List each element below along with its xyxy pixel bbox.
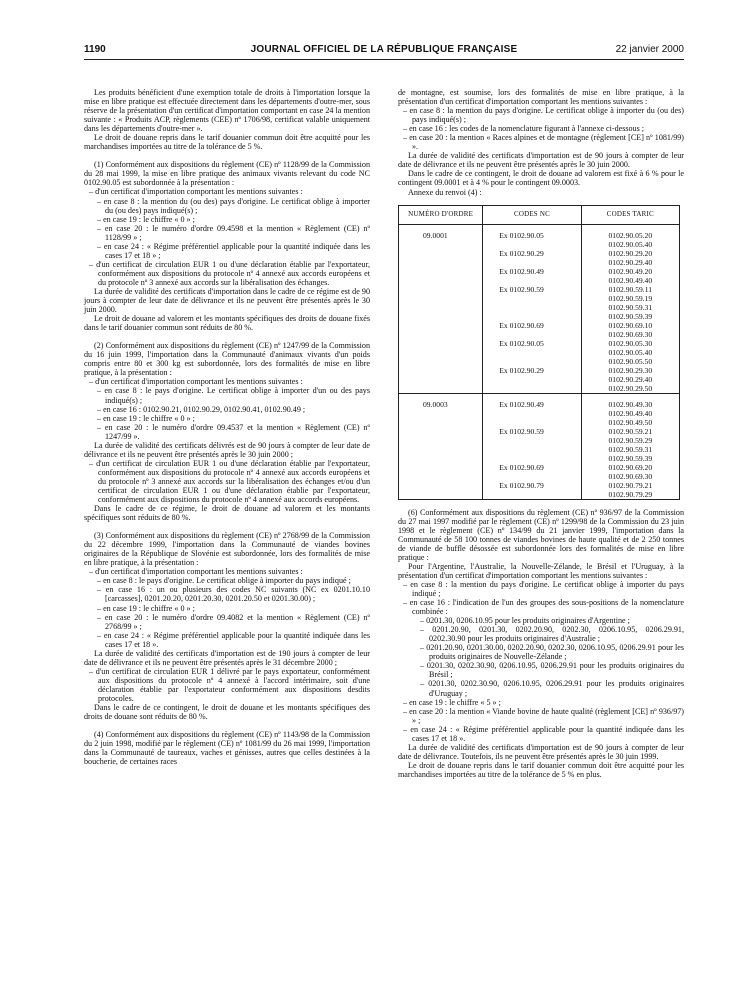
order-number-cell [399,339,483,366]
table-row [399,463,680,481]
paragraph: Le droit de douane repris dans le tarif douanier commun doit être acquitté pour les marchandises importées au titre de la tolérance de 5 % en plus. [398,760,684,779]
list-item: – en case 8 : la mention du pays d'origine. Le certificat oblige à importer du (ou des) pays indiqué(s) ; [403,106,684,125]
table-body [399,224,680,499]
paragraph: (4) Conformément aux dispositions du règlement (CE) nº 1143/98 de la Commission du 2 juin 1998, modifié par le règlement (CE) nº 1081/99 du 26 mai 1999, l'importation dans la Communauté de taureaux, vaches et génisses, autres que celles destinées à la boucherie, de certaines races [84,730,370,767]
taric-code: 0102.90.59.39 [608,453,653,463]
table-row [399,339,680,366]
taric-code-cell [581,393,679,427]
list-item: – en case 8 : la mention du (ou des) pays d'origine. Le certificat oblige à importer du (ou des) pays indiqué(s) ; [97,196,370,215]
taric-code-cell [581,285,679,321]
list-item: – en case 20 : le numéro d'ordre 09.4598 et la mention « Règlement (CE) nº 1128/99 » ; [97,223,370,242]
nc-code-cell: Ex 0102.90.05 [483,224,581,249]
right-column [398,88,684,779]
nc-code-cell: Ex 0102.90.49 [483,393,581,427]
page-number: 1190 [84,44,106,55]
taric-code: 0102.90.59.39 [608,311,653,321]
list-item: – 0201.30, 0202.30.90, 0206.10.95, 0206.29.91 pour les produits originaires du Brésil ; [420,661,684,680]
table-row [399,285,680,321]
taric-code: 0102.90.29.40 [608,257,653,267]
list-item: – en case 24 : « Régime préférentiel applicable pour la quantité indiquée dans les cases 17 et 18 ». [403,724,684,743]
list-item: – en case 19 : le chiffre « 5 » ; [403,697,501,707]
order-number-cell [399,481,483,500]
order-number-cell [399,463,483,481]
taric-code: 0102.90.79.29 [608,489,653,499]
list-item: – 0201.30, 0202.30.90, 0206.10.95, 0206.29.91 pour les produits originaires d'Uruguay ; [420,679,684,698]
taric-code: 0102.90.69.30 [608,329,653,339]
taric-code: 0102.90.49.40 [608,408,653,418]
table-row [399,393,680,427]
table-row [399,427,680,463]
paragraph: Dans le cadre de ce contingent, le droit de douane et les montants spécifiques des droits de douane sont réduits de 80 %. [84,703,370,722]
paragraph: Dans le cadre de ce régime, le droit de douane ad valorem et les montants spécifiques sont réduits de 80 %. [84,504,370,523]
taric-code: 0102.90.29.40 [608,374,653,384]
list-item: – 0201.20.90, 0201.30.00, 0202.20.90, 0202.30, 0206.10.95, 0206.29.91 pour les produits originaires de Nouvelle-Zélande ; [420,643,684,662]
list-item: – en case 20 : le numéro d'ordre 09.4537 et la mention « Règlement (CE) nº 1247/99 ». [97,422,370,441]
list-item: – en case 8 : le pays d'origine. Le certificat oblige à importer du pays indiqué ; [97,576,351,586]
list-item: – en case 19 : le chiffre « 0 » ; [97,413,195,423]
taric-code: 0102.90.79.21 [608,480,653,490]
taric-code: 0102.90.59.29 [608,435,653,445]
taric-code: 0102.90.29.20 [608,248,653,258]
paragraph: Le droit de douane ad valorem et les montants spécifiques des droits de douane fixés dans le tarif douanier commun sont réduits de 80 %. [84,314,370,333]
publication-date: 22 janvier 2000 [615,44,684,55]
table-row [399,321,680,339]
list-item: – en case 20 : le numéro d'ordre 09.4082 et la mention « Règlement (CE) nº 2768/99 » ; [97,612,370,631]
paragraph: La durée de validité des certificats d'importation est de 90 jours à compter de leur date de délivrance et ils ne peuvent être présentés après le 30 juin 2000. [398,151,684,170]
list-item: – d'un certificat d'importation comportant les mentions suivantes : [89,187,303,197]
order-number-cell [399,321,483,339]
list-item: – d'un certificat d'importation comportant les mentions suivantes : [89,567,303,577]
taric-code: 0102.90.59.19 [608,293,653,303]
nc-code-cell: Ex 0102.90.79 [483,481,581,500]
nc-code-cell: Ex 0102.90.05 [483,339,581,366]
list-item: – en case 19 : le chiffre « 0 » ; [97,214,195,224]
taric-code: 0102.90.49.20 [608,266,653,276]
list-item: – en case 20 : la mention « Viande bovine de haute qualité (règlement [CE] nº 936/97) » ; [403,706,684,725]
taric-code: 0102.90.05.20 [608,230,653,240]
taric-code: 0102.90.69.10 [608,320,653,330]
list-item: – d'un certificat de circulation EUR 1 délivré par le pays exportateur, conformément aux dispositions du protocole nº 4 annexé à l'accord intérimaire, soit d'une déclaration établie par l'exportateur conformément aux dispositions desdits protocoles. [89,666,370,703]
list-item: – en case 16 : l'indication de l'un des groupes des sous-positions de la nomenclature combinée : [403,598,684,617]
taric-code-cell [581,366,679,394]
header-rule [84,59,684,60]
journal-title: JOURNAL OFFICIEL DE LA RÉPUBLIQUE FRANÇAISE [250,44,518,55]
nc-code-cell: Ex 0102.90.29 [483,249,581,267]
list-item: – en case 16 : les codes de la nomenclature figurant à l'annexe ci-dessous ; [403,124,645,134]
paragraph: Dans le cadre de ce contingent, le droit de douane ad valorem est fixé à 6 % pour le contingent 09.0001 et à 4 % pour le contingent 09.0003. [398,169,684,188]
table-row [399,249,680,267]
paragraph: La durée de validité des certificats d'importation est de 90 jours à compter de leur date de délivrance. Toutefois, ils ne peuvent être présentés après le 30 juin 1999. [398,742,684,761]
nc-code-cell: Ex 0102.90.29 [483,366,581,394]
paragraph: La durée de validité des certificats d'importation est de 190 jours à compter de leur date de délivrance et ils ne peuvent être présentés après le 31 décembre 2000 ; [84,648,370,667]
taric-code: 0102.90.59.11 [608,284,653,294]
taric-code: 0102.90.05.40 [608,239,653,249]
list-item: – d'un certificat de circulation EUR 1 ou d'une déclaration établie par l'exportateur, conformément aux dispositions du protocole nº 4 annexé aux accords européens et du protocole nº 3 annexé aux accords sur la libéralisation des échanges. [89,259,370,287]
taric-code-cell [581,463,679,481]
list-item: – 0201.30, 0206.10.95 pour les produits originaires d'Argentine ; [420,616,630,626]
paragraph: Annexe du renvoi (4) : [408,187,482,197]
taric-code: 0102.90.69.30 [608,471,653,481]
nc-code-cell: Ex 0102.90.69 [483,321,581,339]
nc-code-cell: Ex 0102.90.49 [483,267,581,285]
table-row [399,224,680,249]
taric-code-cell [581,321,679,339]
taric-code: 0102.90.69.20 [608,462,653,472]
table-header: NUMÉRO D'ORDRE [399,205,483,224]
list-item: – en case 24 : « Régime préférentiel applicable pour la quantité indiquée dans les cases 17 et 18 » ; [97,241,370,260]
nc-code-cell: Ex 0102.90.59 [483,285,581,321]
taric-code: 0102.90.49.40 [608,275,653,285]
annex-table [398,205,680,500]
list-item: – 0201.20.90, 0201.30, 0202.20.90, 0202.30, 0206.10.95, 0206.29.91, 0202.30.90 pour les produits originaires d'Australie ; [420,625,684,644]
order-number-cell: 09.0001 [399,224,483,249]
taric-code: 0102.90.05.40 [608,347,653,357]
taric-code: 0102.90.49.30 [608,399,653,409]
taric-code: 0102.90.49.50 [608,417,653,427]
taric-code-cell [581,339,679,366]
nc-code-cell: Ex 0102.90.69 [483,463,581,481]
table-header: CODES TARIC [581,205,679,224]
nc-code-cell: Ex 0102.90.59 [483,427,581,463]
taric-code: 0102.90.05.30 [608,338,653,348]
taric-code-cell [581,481,679,500]
table-row [399,366,680,394]
paragraph: Pour l'Argentine, l'Australie, la Nouvelle-Zélande, le Brésil et l'Uruguay, à la présentation d'un certificat d'importation comportant les mentions suivantes : [398,561,684,580]
list-item: – en case 20 : la mention « Races alpines et de montagne (règlement [CE] nº 1081/99) ». [403,133,684,152]
taric-code: 0102.90.59.31 [608,444,653,454]
taric-code-cell [581,224,679,249]
taric-code: 0102.90.29.30 [608,365,653,375]
page-header [84,44,684,58]
paragraph: Le droit de douane repris dans le tarif douanier commun doit être acquitté pour les marchandises importées au titre de la tolérance de 5 %. [84,133,370,152]
list-item: – en case 16 : un ou plusieurs des codes NC suivants (NC ex 0201.10.10 [carcasses], 0201.20.20, 0201.20.30, 0201.20.50 et 0201.30.00) ; [97,585,370,604]
list-item: – en case 24 : « Régime préférentiel applicable pour la quantité indiquée dans les cases 17 et 18 ». [97,630,370,649]
list-item: – en case 16 : 0102.90.21, 0102.90.29, 0102.90.41, 0102.90.49 ; [97,404,306,414]
taric-code: 0102.90.59.31 [608,302,653,312]
paragraph: Les produits bénéficient d'une exemption totale de droits à l'importation lorsque la mise en libre pratique est effectuée directement dans les départements d'outre-mer, sous réserve de la présentation d'un certificat d'importation comportant en case 24 la mention suivante : « Produits ACP, règlements (CEE) nº 1706/98, certificat valable uniquement dans les départements d'outre-mer ». [84,88,370,134]
table-row [399,481,680,500]
taric-code: 0102.90.29.50 [608,383,653,393]
order-number-cell: 09.0003 [399,393,483,427]
paragraph: (3) Conformément aux dispositions du règlement (CE) nº 2768/99 de la Commission du 22 décembre 1999, l'importation dans la Communauté de viandes bovines originaires de la République de Slovénie est subordonnée, lors des formalités de mise en libre pratique, à la présentation : [84,531,370,568]
table-header: CODES NC [483,205,581,224]
list-item: – d'un certificat de circulation EUR 1 ou d'une déclaration établie par l'exportateur, conformément aux dispositions du protocole nº 4 annexé aux accords européens et du protocole nº 3 annexé aux accords sur la libéralisation des échanges et/ou d'un certificat de circulation EUR 1 ou d'une déclaration établie par l'exportateur, conformément aux dispositions du protocole nº 4 annexé aux accords européens. [89,458,370,505]
list-item: – en case 19 : le chiffre « 0 » ; [97,603,195,613]
left-column [84,88,370,766]
taric-code: 0102.90.59.21 [608,426,653,436]
list-item: – d'un certificat d'importation comportant les mentions suivantes : [89,377,303,387]
order-number-cell [399,427,483,463]
paragraph: (2) Conformément aux dispositions du règlement (CE) nº 1247/99 de la Commission du 16 juin 1999, l'importation dans la Communauté d'animaux vivants d'un poids compris entre 80 et 300 kg est subordonnée, lors des formalités de mise en libre pratique, à la présentation : [84,341,370,378]
paragraph: La durée de validité des certificats délivrés est de 90 jours à compter de leur date de délivrance et ils ne peuvent être présentés après le 30 juin 2000 ; [84,440,370,459]
order-number-cell [399,267,483,285]
paragraph: (1) Conformément aux dispositions du règlement (CE) nº 1128/99 de la Commission du 28 mai 1999, la mise en libre pratique des animaux vivants relevant du code NC 0102.90.05 est subordonnée à la présentation : [84,160,370,188]
paragraph: La durée de validité des certificats d'importation dans le cadre de ce régime est de 90 jours à compter de leur date de délivrance et ils ne peuvent être présentés après le 30 juin 2000. [84,286,370,315]
taric-code: 0102.90.05.50 [608,356,653,366]
order-number-cell [399,285,483,321]
paragraph: (6) Conformément aux dispositions du règlement (CE) nº 936/97 de la Commission du 27 mai 1997 modifié par le règlement (CE) nº 1299/98 de la Commission du 23 juin 1998 et le règlement (CE) nº 134/99 du 21 janvier 1999, l'importation dans la Communauté de 58 100 tonnes de viandes bovines de haute qualité et de 2 250 tonnes de viande de buffle désossée est subordonnée lors des formalités de mise en libre pratique : [398,507,684,562]
taric-code-cell [581,249,679,267]
order-number-cell [399,366,483,394]
list-item: – en case 8 : le pays d'origine. Le certificat oblige à importer d'un ou des pays indiqué(s) ; [97,386,370,405]
taric-code-cell [581,427,679,463]
taric-code-cell [581,267,679,285]
paragraph: de montagne, est soumise, lors des formalités de mise en libre pratique, à la présentation d'un certificat d'importation comportant les mentions suivantes : [398,88,684,107]
order-number-cell [399,249,483,267]
list-item: – en case 8 : la mention du pays d'origine. Le certificat oblige à importer du pays indiqué ; [403,579,684,598]
table-row [399,267,680,285]
